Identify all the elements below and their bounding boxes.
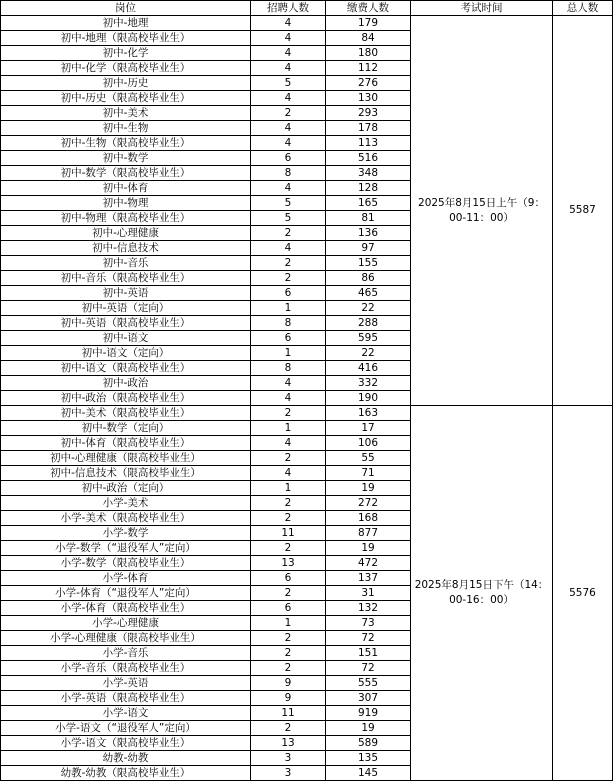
paid-count-cell: 877 <box>326 526 411 541</box>
recruit-count-cell: 2 <box>251 256 326 271</box>
recruit-count-cell: 6 <box>251 331 326 346</box>
recruit-count-cell: 3 <box>251 766 326 781</box>
paid-count-cell: 272 <box>326 496 411 511</box>
recruit-count-cell: 4 <box>251 181 326 196</box>
recruit-count-cell: 2 <box>251 541 326 556</box>
header-row <box>1 1 613 16</box>
paid-count-cell: 179 <box>326 16 411 31</box>
recruit-count-cell: 3 <box>251 751 326 766</box>
recruit-count-cell: 4 <box>251 91 326 106</box>
position-cell: 小学-美术 <box>1 496 251 511</box>
position-cell: 初中-心理健康（限高校毕业生） <box>1 451 251 466</box>
position-cell: 初中-体育（限高校毕业生） <box>1 436 251 451</box>
position-cell: 小学-美术（限高校毕业生） <box>1 511 251 526</box>
paid-count-cell: 137 <box>326 571 411 586</box>
position-cell: 初中-物理（限高校毕业生） <box>1 211 251 226</box>
paid-count-cell: 168 <box>326 511 411 526</box>
position-cell: 小学-体育（限高校毕业生） <box>1 601 251 616</box>
paid-count-cell: 919 <box>326 706 411 721</box>
paid-count-cell: 22 <box>326 346 411 361</box>
position-cell: 初中-体育 <box>1 181 251 196</box>
position-cell: 小学-心理健康（限高校毕业生） <box>1 631 251 646</box>
paid-count-cell: 135 <box>326 751 411 766</box>
paid-count-cell: 132 <box>326 601 411 616</box>
position-cell: 初中-数学（限高校毕业生） <box>1 166 251 181</box>
paid-count-cell: 416 <box>326 361 411 376</box>
position-cell: 小学-心理健康 <box>1 616 251 631</box>
paid-count-cell: 22 <box>326 301 411 316</box>
recruit-count-cell: 4 <box>251 46 326 61</box>
position-cell: 小学-英语（限高校毕业生） <box>1 691 251 706</box>
paid-count-cell: 332 <box>326 376 411 391</box>
paid-count-cell: 155 <box>326 256 411 271</box>
recruit-count-cell: 11 <box>251 526 326 541</box>
recruit-count-cell: 4 <box>251 376 326 391</box>
position-cell: 初中-生物（限高校毕业生） <box>1 136 251 151</box>
table-row <box>1 406 613 421</box>
paid-count-cell: 113 <box>326 136 411 151</box>
position-cell: 初中-地理 <box>1 16 251 31</box>
header-position: 岗位 <box>1 1 251 16</box>
recruit-count-cell: 2 <box>251 586 326 601</box>
recruit-count-cell: 6 <box>251 286 326 301</box>
paid-count-cell: 130 <box>326 91 411 106</box>
header-paid-count: 缴费人数 <box>326 1 411 16</box>
total-count-cell: 5587 <box>553 16 613 406</box>
recruit-count-cell: 2 <box>251 661 326 676</box>
recruit-count-cell: 6 <box>251 601 326 616</box>
position-cell: 初中-数学（定向） <box>1 421 251 436</box>
position-cell: 小学-体育 <box>1 571 251 586</box>
paid-count-cell: 165 <box>326 196 411 211</box>
paid-count-cell: 84 <box>326 31 411 46</box>
position-cell: 初中-语文 <box>1 331 251 346</box>
paid-count-cell: 86 <box>326 271 411 286</box>
position-cell: 初中-英语 <box>1 286 251 301</box>
paid-count-cell: 19 <box>326 481 411 496</box>
position-cell: 幼教-幼教（限高校毕业生） <box>1 766 251 781</box>
recruit-count-cell: 8 <box>251 166 326 181</box>
position-cell: 小学-语文 <box>1 706 251 721</box>
recruit-count-cell: 1 <box>251 301 326 316</box>
position-cell: 初中-语文（限高校毕业生） <box>1 361 251 376</box>
recruit-count-cell: 1 <box>251 421 326 436</box>
position-cell: 初中-音乐 <box>1 256 251 271</box>
paid-count-cell: 19 <box>326 721 411 736</box>
recruit-count-cell: 2 <box>251 511 326 526</box>
paid-count-cell: 163 <box>326 406 411 421</box>
paid-count-cell: 71 <box>326 466 411 481</box>
recruit-count-cell: 4 <box>251 466 326 481</box>
recruit-count-cell: 2 <box>251 106 326 121</box>
paid-count-cell: 31 <box>326 586 411 601</box>
recruit-count-cell: 5 <box>251 196 326 211</box>
recruit-count-cell: 9 <box>251 691 326 706</box>
paid-count-cell: 145 <box>326 766 411 781</box>
recruit-count-cell: 13 <box>251 736 326 751</box>
recruit-count-cell: 9 <box>251 676 326 691</box>
recruit-count-cell: 2 <box>251 631 326 646</box>
position-cell: 初中-政治（定向） <box>1 481 251 496</box>
position-cell: 初中-心理健康 <box>1 226 251 241</box>
recruit-count-cell: 1 <box>251 616 326 631</box>
paid-count-cell: 472 <box>326 556 411 571</box>
position-cell: 初中-英语（定向） <box>1 301 251 316</box>
position-cell: 初中-美术（限高校毕业生） <box>1 406 251 421</box>
position-cell: 小学-数学（限高校毕业生） <box>1 556 251 571</box>
header-exam-time: 考试时间 <box>411 1 553 16</box>
table-row <box>1 16 613 31</box>
position-cell: 小学-数学（“退役军人”定向） <box>1 541 251 556</box>
paid-count-cell: 555 <box>326 676 411 691</box>
paid-count-cell: 293 <box>326 106 411 121</box>
paid-count-cell: 348 <box>326 166 411 181</box>
recruit-count-cell: 1 <box>251 481 326 496</box>
recruit-count-cell: 6 <box>251 571 326 586</box>
recruit-count-cell: 4 <box>251 241 326 256</box>
recruit-count-cell: 13 <box>251 556 326 571</box>
paid-count-cell: 73 <box>326 616 411 631</box>
table-body <box>1 16 613 781</box>
paid-count-cell: 516 <box>326 151 411 166</box>
recruit-count-cell: 2 <box>251 721 326 736</box>
recruit-count-cell: 5 <box>251 76 326 91</box>
position-cell: 初中-美术 <box>1 106 251 121</box>
recruit-count-cell: 2 <box>251 496 326 511</box>
position-cell: 初中-数学 <box>1 151 251 166</box>
paid-count-cell: 178 <box>326 121 411 136</box>
recruit-count-cell: 1 <box>251 346 326 361</box>
paid-count-cell: 589 <box>326 736 411 751</box>
position-cell: 初中-音乐（限高校毕业生） <box>1 271 251 286</box>
paid-count-cell: 465 <box>326 286 411 301</box>
recruit-count-cell: 2 <box>251 271 326 286</box>
position-cell: 初中-信息技术 <box>1 241 251 256</box>
paid-count-cell: 72 <box>326 661 411 676</box>
recruit-count-cell: 4 <box>251 16 326 31</box>
recruit-count-cell: 8 <box>251 361 326 376</box>
paid-count-cell: 17 <box>326 421 411 436</box>
paid-count-cell: 276 <box>326 76 411 91</box>
recruit-count-cell: 11 <box>251 706 326 721</box>
paid-count-cell: 19 <box>326 541 411 556</box>
paid-count-cell: 81 <box>326 211 411 226</box>
paid-count-cell: 112 <box>326 61 411 76</box>
paid-count-cell: 97 <box>326 241 411 256</box>
position-cell: 小学-英语 <box>1 676 251 691</box>
position-cell: 初中-政治 <box>1 376 251 391</box>
recruit-count-cell: 2 <box>251 646 326 661</box>
position-cell: 初中-英语（限高校毕业生） <box>1 316 251 331</box>
recruit-count-cell: 2 <box>251 226 326 241</box>
position-cell: 初中-历史 <box>1 76 251 91</box>
recruit-count-cell: 6 <box>251 151 326 166</box>
recruit-count-cell: 4 <box>251 61 326 76</box>
position-cell: 小学-音乐 <box>1 646 251 661</box>
recruit-count-cell: 4 <box>251 436 326 451</box>
position-cell: 初中-地理（限高校毕业生） <box>1 31 251 46</box>
header-total: 总人数 <box>553 1 613 16</box>
position-cell: 初中-化学 <box>1 46 251 61</box>
position-cell: 初中-化学（限高校毕业生） <box>1 61 251 76</box>
paid-count-cell: 595 <box>326 331 411 346</box>
position-cell: 初中-生物 <box>1 121 251 136</box>
paid-count-cell: 151 <box>326 646 411 661</box>
paid-count-cell: 190 <box>326 391 411 406</box>
position-cell: 幼教-幼教 <box>1 751 251 766</box>
paid-count-cell: 307 <box>326 691 411 706</box>
position-cell: 初中-政治（限高校毕业生） <box>1 391 251 406</box>
recruit-count-cell: 4 <box>251 121 326 136</box>
paid-count-cell: 180 <box>326 46 411 61</box>
recruit-count-cell: 4 <box>251 391 326 406</box>
position-cell: 初中-信息技术（限高校毕业生） <box>1 466 251 481</box>
position-cell: 小学-数学 <box>1 526 251 541</box>
recruit-count-cell: 4 <box>251 136 326 151</box>
recruit-count-cell: 2 <box>251 451 326 466</box>
paid-count-cell: 128 <box>326 181 411 196</box>
position-cell: 初中-历史（限高校毕业生） <box>1 91 251 106</box>
exam-time-cell: 2025年8月15日上午（9：00-11：00） <box>411 16 553 406</box>
position-cell: 小学-体育（“退役军人”定向） <box>1 586 251 601</box>
recruit-count-cell: 2 <box>251 406 326 421</box>
paid-count-cell: 55 <box>326 451 411 466</box>
position-cell: 小学-语文（限高校毕业生） <box>1 736 251 751</box>
paid-count-cell: 106 <box>326 436 411 451</box>
paid-count-cell: 288 <box>326 316 411 331</box>
paid-count-cell: 136 <box>326 226 411 241</box>
exam-time-cell: 2025年8月15日下午（14：00-16：00） <box>411 406 553 781</box>
total-count-cell: 5576 <box>553 406 613 781</box>
position-cell: 小学-音乐（限高校毕业生） <box>1 661 251 676</box>
recruit-count-cell: 5 <box>251 211 326 226</box>
recruit-count-cell: 8 <box>251 316 326 331</box>
position-cell: 初中-物理 <box>1 196 251 211</box>
recruit-count-cell: 4 <box>251 31 326 46</box>
header-recruit-count: 招聘人数 <box>251 1 326 16</box>
paid-count-cell: 72 <box>326 631 411 646</box>
position-cell: 小学-语文（“退役军人”定向） <box>1 721 251 736</box>
position-cell: 初中-语文（定向） <box>1 346 251 361</box>
